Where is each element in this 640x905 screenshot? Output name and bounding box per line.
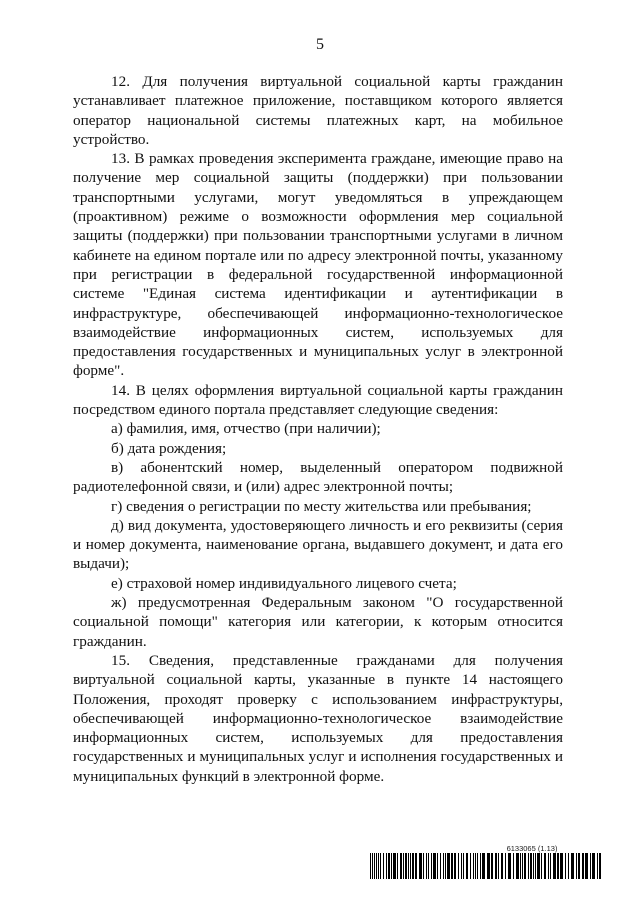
list-item-e: е) страховой номер индивидуального лицевого счета; bbox=[111, 574, 457, 592]
barcode-image bbox=[370, 853, 602, 879]
barcode-caption: 6133065 (1.13) bbox=[506, 844, 558, 853]
list-item-zh: ж) предусмотренная Федеральным законом "О государственной социальной помощи" категория или категории, к которым относится гражданин. bbox=[73, 594, 563, 650]
page-number: 5 bbox=[316, 36, 324, 53]
document-body bbox=[73, 72, 563, 786]
list-item-v: в) абонентский номер, выделенный оператором подвижной радиотелефонной связи, и (или) адрес электронной почты; bbox=[73, 458, 563, 496]
paragraph-15: 15. Сведения, представленные гражданами для получения виртуальной социальной карты, указанные в пункте 14 настоящего Положения, проходят проверку с использованием инфраструктуры, обеспечивающей информационно-технологическое взаимодействие информационных систем, используемых для предоставления государственных и муниципальных услуг и исполнения государственных и муниципальных функций в электронной форме. bbox=[73, 651, 563, 785]
paragraph-13: 13. В рамках проведения эксперимента граждане, имеющие право на получение мер социальной защиты (поддержки) при пользовании транспортными услугами, могут уведомляться в упреждающем (проактивном) режиме о возможности оформления мер социальной защиты (поддержки) при пользовании транспортными услугами в личном кабинете на едином портале или по адресу электронной почты, указанному при регистрации в федеральной государственной информационной системе "Единая система идентификации и аутентификации в инфраструктуре, обеспечивающей информационно-технологическое взаимодействие информационных систем, используемых для предоставления государственных и муниципальных услуг в электронной форме". bbox=[73, 150, 563, 380]
list-item-d: д) вид документа, удостоверяющего личность и его реквизиты (серия и номер документа, наименование органа, выдавшего документ, и дата его выдачи); bbox=[73, 516, 563, 573]
paragraph-12: 12. Для получения виртуальной социальной карты гражданин устанавливает платежное приложение, поставщиком которого является оператор национальной системы платежных карт, на мобильное устройство. bbox=[73, 73, 563, 148]
list-item-a: а) фамилия, имя, отчество (при наличии); bbox=[111, 420, 381, 438]
list-item-b: б) дата рождения; bbox=[111, 439, 227, 457]
paragraph-14: 14. В целях оформления виртуальной социальной карты гражданин посредством единого портала представляет следующие сведения: bbox=[73, 381, 563, 419]
list-item-g: г) сведения о регистрации по месту жительства или пребывания; bbox=[111, 497, 532, 515]
